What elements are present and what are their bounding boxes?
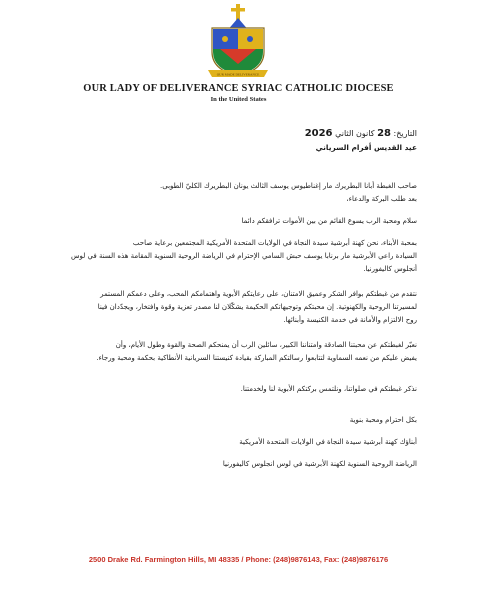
- blessing-request: بعد طلب البركة والدعاء،: [346, 195, 417, 203]
- paragraph-2-line: روح الالتزام والأمانة في خدمة الكنيسة وأبنائها.: [283, 316, 417, 324]
- diocese-crest-logo: [198, 4, 278, 80]
- date-month: كانون الثاني: [335, 129, 375, 138]
- date-label: التاريخ:: [393, 129, 417, 138]
- paragraph-2-line: لمسيرتنا الروحية والكهنوتية. إن محبتكم وتوجيهاتكم الحكيمة يشكّلان لنا مصدر تعزية وقوة وافتخار، ويجدّدان فينا: [97, 303, 417, 311]
- footer-address: 2500 Drake Rd. Farmington Hills, MI 48335 / Phone: (248)9876143, Fax: (248)9876176: [88, 555, 389, 564]
- svg-text:OUR MADE DELIVERANCE: OUR MADE DELIVERANCE: [216, 72, 260, 77]
- signoff-line: أبناؤك كهنة أبرشية سيدة النجاة في الولايات المتحدة الأمريكية: [239, 438, 417, 446]
- org-subtitle: In the United States: [210, 96, 267, 103]
- greeting: سلام ومحبة الرب يسوع القائم من بين الأموات ترافقكم دائما: [241, 217, 417, 225]
- date-year: 2026: [304, 128, 333, 139]
- paragraph-3-line: نعبّر لغبطتكم عن محبتنا الصادقة وامتناننا الكبير، سائلين الرب أن يمنحكم الصحة والقوة وطول الأيام، وأن: [115, 341, 417, 349]
- paragraph-2-line: نتقدم من غبطتكم بوافر الشكر وعميق الامتنان، على رعايتكم الأبوية واهتمامكم المحب، وعلى دعمكم المستمر: [100, 290, 417, 298]
- closing-line: نذكر غبطتكم في صلواتنا، ونلتمس بركتكم الأبوية لنا ولخدمتنا.: [240, 385, 417, 393]
- signoff-line: الرياضة الروحية السنوية لكهنة الأبرشية في لوس انجلوس كاليفورنيا: [222, 460, 417, 468]
- addressee-line: صاحب الغبطة أبانا البطريرك مار إغناطيوس يوسف الثالث يونان البطريرك الكليّ الطوبى.: [160, 182, 417, 190]
- paragraph-1-line: السيادة راعي الأبرشية مار برنابا يوسف حبش السامي الإحترام في الرياضة الروحية السنوية المقامة هذه السنة في لوس: [71, 252, 417, 260]
- paragraph-1-line: بمحبة الأبناء، نحن كهنة أبرشية سيدة النجاة في الولايات المتحدة الأمريكية المجتمعين برعاية صاحب: [132, 239, 417, 247]
- date-day: 28: [377, 128, 391, 139]
- paragraph-3-line: يفيض عليكم من نعمه السماوية لتتابعوا رسالتكم المباركة بقيادة كنيستنا السريانية الأنطاكية بحكمة ومحبة ورجاء.: [96, 354, 417, 362]
- letter-date: [305, 128, 417, 139]
- letter-body: [60, 180, 417, 471]
- feast-line: عيد القديس أفرام السرياني: [315, 143, 417, 152]
- signoff-line: بكل احترام ومحبة بنوية: [349, 416, 417, 424]
- paragraph-1-line: أنجلوس كاليفورنيا.: [363, 265, 417, 273]
- org-title: OUR LADY OF DELIVERANCE SYRIAC CATHOLIC DIOCESE: [83, 83, 394, 94]
